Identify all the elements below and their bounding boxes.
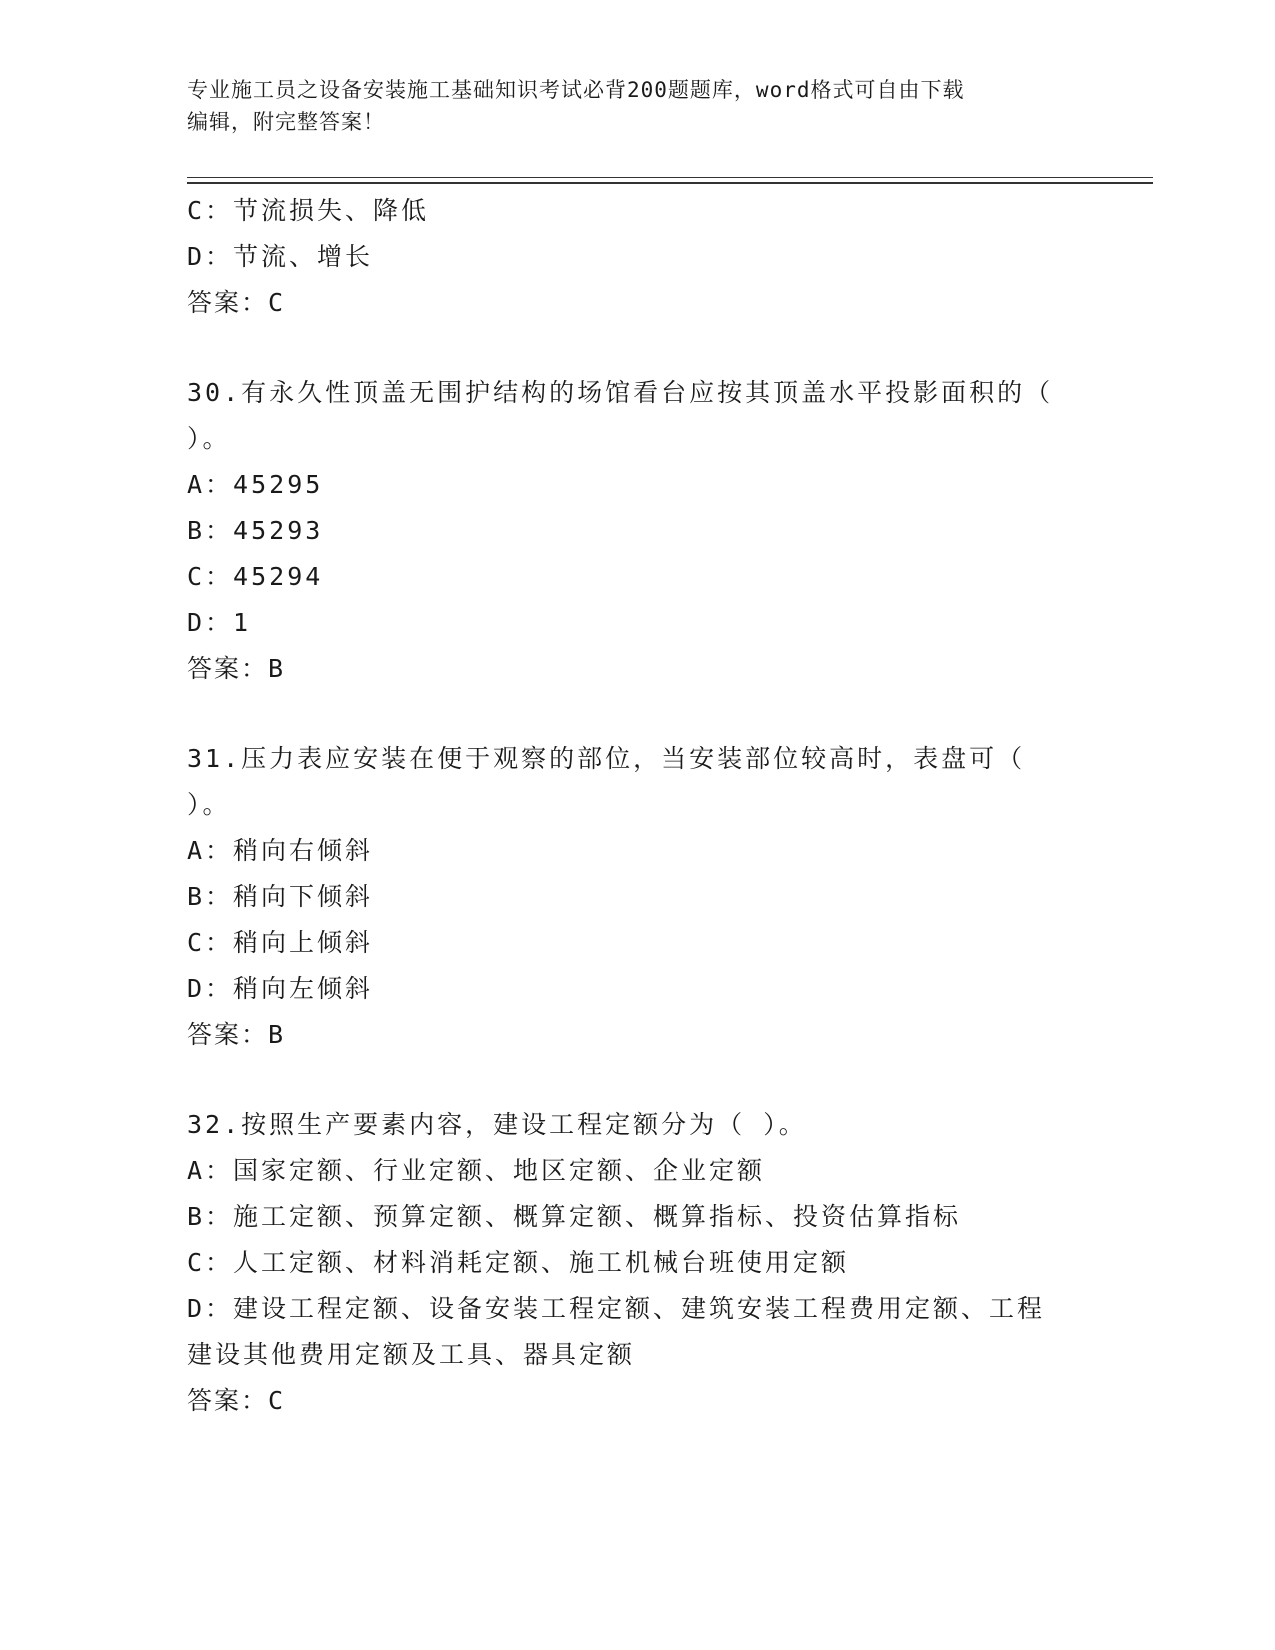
answer-label: 答案： [187, 1386, 269, 1415]
question-stem-line-1: 30.有永久性顶盖无围护结构的场馆看台应按其顶盖水平投影面积的（ [187, 378, 1054, 407]
question-stem-line-2: ）。 [187, 790, 231, 819]
option-c: C：人工定额、材料消耗定额、施工机械台班使用定额 [187, 1248, 850, 1277]
question-list [187, 188, 1087, 1424]
option-d: D：稍向左倾斜 [187, 974, 374, 1003]
answer-value: C [268, 1386, 286, 1415]
question-spacer [187, 692, 1087, 736]
question-stem-line-1: 32.按照生产要素内容，建设工程定额分为（ ）。 [187, 1110, 807, 1139]
question-spacer [187, 1058, 1087, 1102]
question-29-continued [187, 188, 1087, 326]
option-d-line-1: D：建设工程定额、设备安装工程定额、建筑安装工程费用定额、工程 [187, 1294, 1046, 1323]
option-a: A：稍向右倾斜 [187, 836, 374, 865]
header-divider-thin [187, 177, 1153, 178]
option-b: B：稍向下倾斜 [187, 882, 374, 911]
option-d: D：1 [187, 608, 252, 637]
answer [187, 1378, 1087, 1424]
answer [187, 646, 1087, 692]
option-c: C：45294 [187, 562, 324, 591]
answer-value: C [268, 288, 286, 317]
answer-label: 答案： [187, 288, 269, 317]
option-b: B：45293 [187, 516, 324, 545]
header-divider-thick [187, 182, 1153, 184]
answer [187, 280, 1087, 326]
question-spacer [187, 326, 1087, 370]
option-a: A：45295 [187, 470, 324, 499]
option-d-line-2: 建设其他费用定额及工具、器具定额 [187, 1340, 636, 1369]
option-d: D：节流、增长 [187, 242, 374, 271]
answer-label: 答案： [187, 654, 269, 683]
option-b: B：施工定额、预算定额、概算定额、概算指标、投资估算指标 [187, 1202, 962, 1231]
option-c: C：节流损失、降低 [187, 196, 430, 225]
question-31 [187, 736, 1087, 1058]
answer-value: B [268, 654, 286, 683]
option-a: A：国家定额、行业定额、地区定额、企业定额 [187, 1156, 766, 1185]
answer-label: 答案： [187, 1020, 269, 1049]
answer [187, 1012, 1087, 1058]
header-title-line-2: 编辑，附完整答案！ [187, 110, 385, 134]
question-32 [187, 1102, 1087, 1424]
option-c: C：稍向上倾斜 [187, 928, 374, 957]
question-30 [187, 370, 1087, 692]
header-title-line-1: 专业施工员之设备安装施工基础知识考试必背200题题库，word格式可自由下载 [187, 78, 965, 102]
question-stem-line-1: 31.压力表应安装在便于观察的部位，当安装部位较高时，表盘可（ [187, 744, 1026, 773]
page-header [187, 74, 1067, 138]
answer-value: B [268, 1020, 286, 1049]
question-stem-line-2: ）。 [187, 424, 231, 453]
